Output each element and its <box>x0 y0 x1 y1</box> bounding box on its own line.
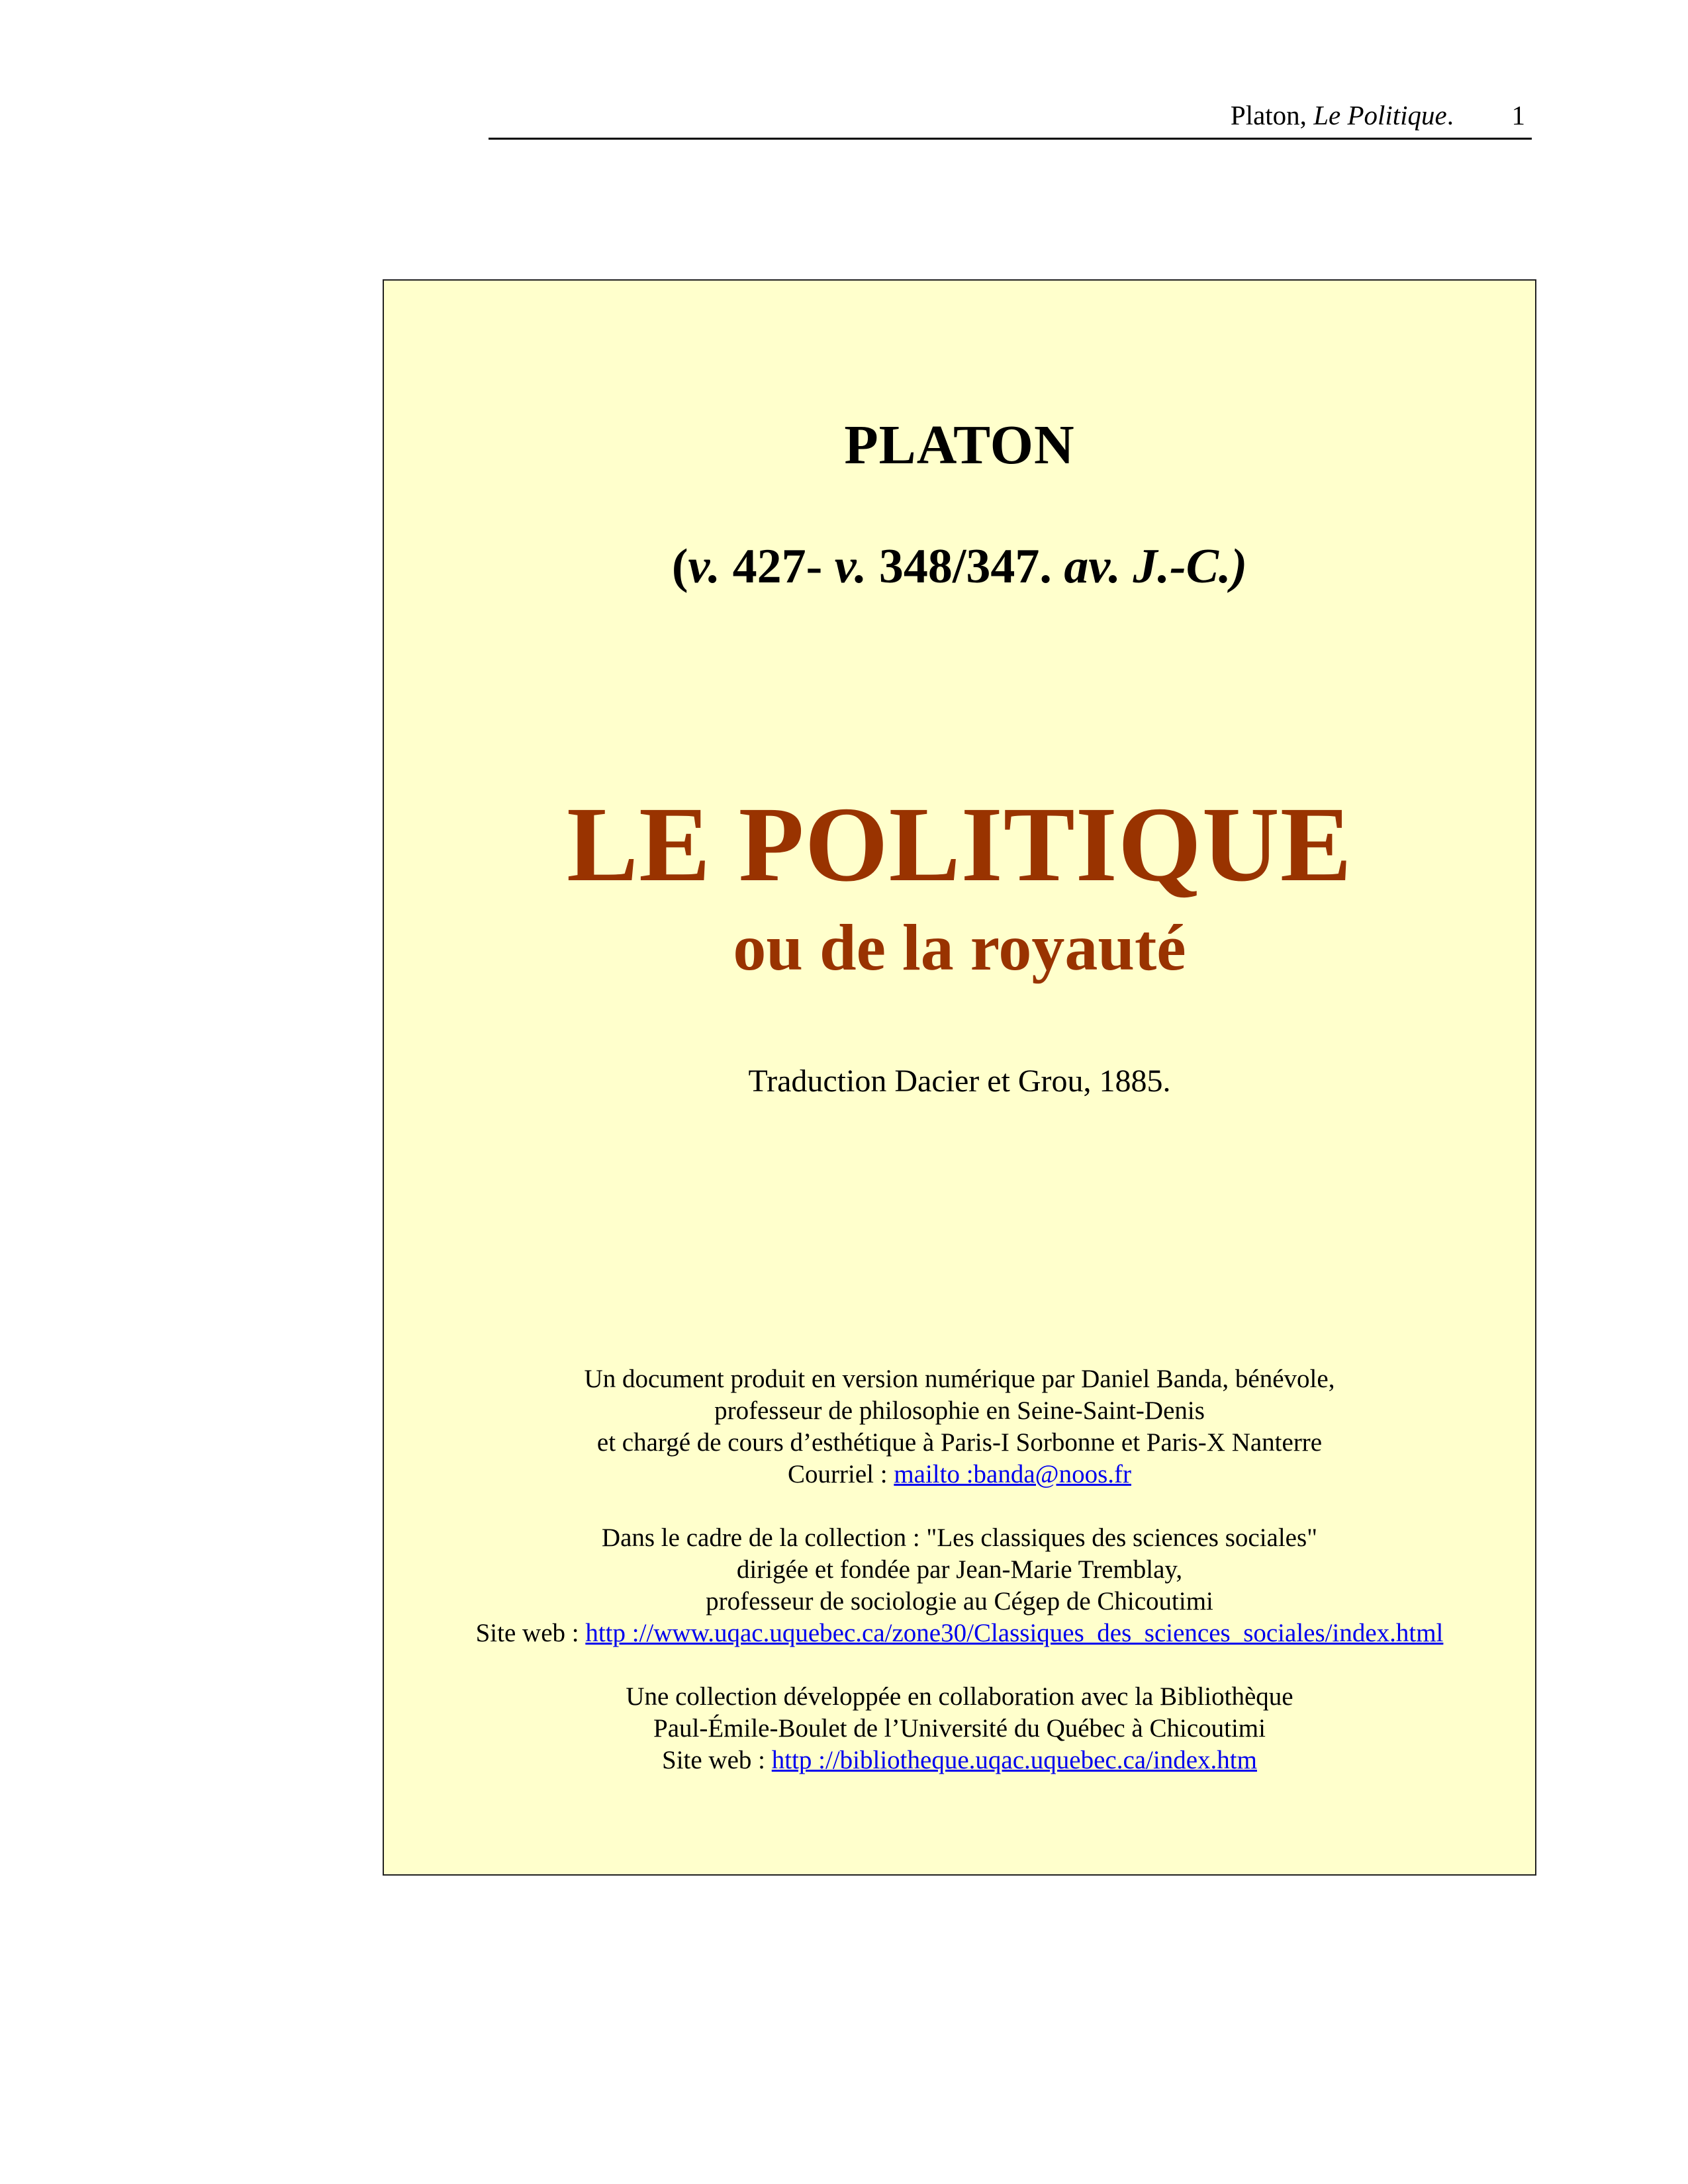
dates-circa-1: v. <box>688 539 721 594</box>
email-link[interactable]: mailto :banda@noos.fr <box>894 1460 1131 1488</box>
collection-site-link[interactable]: http ://www.uqac.uquebec.ca/zone30/Classiques_des_sciences_sociales/index.html <box>585 1619 1444 1647</box>
library-line-1: Une collection développée en collaboration avec la Bibliothèque <box>626 1682 1293 1711</box>
credits-spacer <box>384 1649 1535 1681</box>
collection-line-2: dirigée et fondée par Jean-Marie Tremblay, <box>736 1555 1183 1584</box>
email-label: Courriel : <box>788 1460 894 1488</box>
site-label-2: Site web : <box>662 1746 772 1774</box>
producer-line-1: Un document produit en version numérique par Daniel Banda, bénévole, <box>584 1365 1335 1393</box>
dates-open-paren: ( <box>671 539 688 594</box>
header-title-suffix: . <box>1446 100 1454 130</box>
running-header <box>489 98 1532 140</box>
collection-line-3: professeur de sociologie au Cégep de Chicoutimi <box>706 1587 1213 1615</box>
dates-birth-year: 427- <box>720 539 835 594</box>
page-number: 1 <box>1511 100 1525 130</box>
dates-circa-2: v. <box>834 539 867 594</box>
email-line <box>384 1459 1535 1490</box>
credits-spacer <box>384 1490 1535 1522</box>
header-work-title: Le Politique <box>1313 100 1447 130</box>
producer-line-3: et chargé de cours d’esthétique à Paris-I Sorbonne et Paris-X Nanterre <box>596 1428 1323 1457</box>
library-line-2: Paul-Émile-Boulet de l’Université du Québec à Chicoutimi <box>653 1714 1266 1743</box>
header-title <box>1231 99 1454 131</box>
book-title: LE POLITIQUE <box>567 786 1352 904</box>
credits-block <box>384 1363 1535 1776</box>
site-label-1: Site web : <box>475 1619 586 1647</box>
producer-line-2: professeur de philosophie en Seine-Saint-Denis <box>714 1396 1205 1425</box>
title-box <box>383 279 1536 1876</box>
library-site-link[interactable]: http ://bibliotheque.uqac.uquebec.ca/index.htm <box>771 1746 1257 1774</box>
author-name: PLATON <box>844 414 1075 476</box>
header-author: Platon, <box>1230 100 1314 130</box>
dates-era: av. J.-C.) <box>1064 539 1248 594</box>
site-line-1 <box>384 1617 1535 1649</box>
author-dates <box>384 539 1535 595</box>
collection-line-1: Dans le cadre de la collection : "Les classiques des sciences sociales" <box>601 1524 1318 1552</box>
book-subtitle: ou de la royauté <box>733 911 1186 984</box>
translation-note: Traduction Dacier et Grou, 1885. <box>748 1064 1171 1099</box>
site-line-2 <box>384 1745 1535 1776</box>
dates-death-year: 348/347. <box>867 539 1064 594</box>
